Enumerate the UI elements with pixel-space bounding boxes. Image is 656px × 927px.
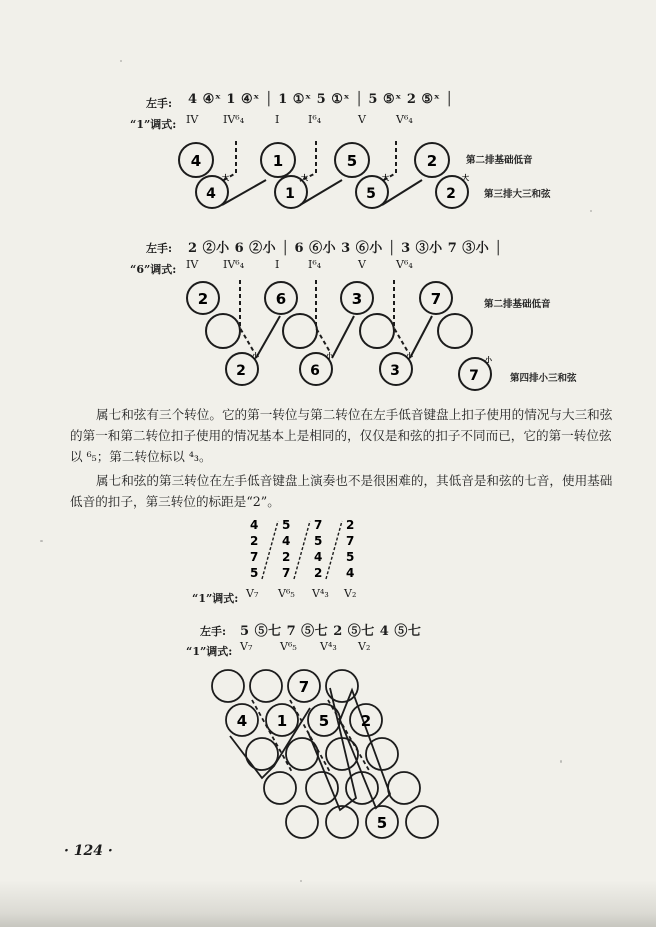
chord-2-0: IV	[186, 258, 199, 271]
mark-1-2: 大	[382, 174, 389, 182]
button-1-top-0: 4	[190, 152, 202, 170]
chord-1-0: IV	[186, 113, 199, 126]
button-2-bottom-2: 3	[390, 363, 400, 379]
key-label-3a: “1”调式:	[192, 592, 239, 605]
chord-3b-3: V₂	[358, 640, 371, 653]
chord-1-2: I	[275, 113, 280, 126]
mark-2-3: 小	[485, 356, 492, 364]
stack-0-0: 4	[250, 518, 259, 532]
stack-1-2: 2	[282, 550, 291, 564]
stack-1-1: 4	[282, 534, 291, 548]
chord-2-2: I	[275, 258, 280, 271]
chord-3a-3: V₂	[344, 587, 357, 600]
left-hand-label-3: 左手:	[200, 625, 227, 638]
chord-1-4: V	[358, 113, 366, 126]
button-2-top-0: 2	[197, 290, 209, 308]
stack-2-1: 5	[314, 534, 323, 548]
row-label-2a: 第二排基础低音	[484, 299, 551, 310]
scan-speck	[590, 210, 592, 212]
button-1-top-1: 1	[272, 152, 284, 170]
paragraph-2: 属七和弦的第三转位在左手低音键盘上演奏也不是很困难的，其低音是和弦的七音，使用基础低音的扣子，第三转位的标距是“2”。	[70, 473, 613, 509]
notation-row-2: 2 ②小 6 ②小 │ 6 ⑥小 3 ⑥小 │ 3 ③小 7 ③小 │	[188, 241, 503, 256]
button-2-bottom-3: 7	[469, 368, 479, 384]
chord-2-4: V	[358, 258, 366, 271]
chord-3b-1: V⁶₅	[280, 640, 297, 653]
chord-3b-0: V₇	[240, 640, 253, 653]
left-hand-label-1: 左手:	[146, 97, 173, 110]
chord-3b-2: V⁴₃	[320, 640, 337, 653]
chord-2-5: V⁶₄	[396, 258, 413, 271]
chord-1-5: V⁶₄	[396, 113, 413, 126]
button-3-2: 1	[276, 712, 288, 730]
button-2-bottom-0: 2	[236, 363, 246, 379]
mark-2-1: 小	[326, 352, 333, 360]
paragraph-1: 属七和弦有三个转位。它的第一转位与第二转位在左手低音键盘上扣子使用的情况与大三和弦的第一和第二转位扣子使用的情况基本上是相同的，仅仅是和弦的扣子不同而已，它的第一转位弦以 ⁶₅；第二转位标以 ⁴₃。	[70, 407, 613, 464]
button-1-bottom-1: 1	[285, 186, 295, 202]
stack-0-1: 2	[250, 534, 259, 548]
chord-1-3: I⁶₄	[308, 113, 322, 126]
mark-1-1: 大	[301, 174, 308, 182]
row-label-1a: 第二排基础低音	[466, 155, 533, 166]
stack-3-0: 2	[346, 518, 355, 532]
chord-2-3: I⁶₄	[308, 258, 322, 271]
page-number: · 124 ·	[64, 843, 113, 859]
button-1-bottom-3: 2	[446, 186, 456, 202]
key-label-1: “1”调式:	[130, 118, 177, 131]
row-label-2b: 第四排小三和弦	[510, 373, 577, 384]
button-3-3: 5	[318, 712, 330, 730]
key-label-3b: “1”调式:	[186, 645, 233, 658]
chord-3a-1: V⁶₅	[278, 587, 295, 600]
scan-speck	[40, 540, 43, 542]
notation-row-1: 4 ④ˣ 1 ④ˣ │ 1 ①ˣ 5 ①ˣ │ 5 ⑤ˣ 2 ⑤ˣ │	[188, 92, 454, 107]
row-label-1b: 第三排大三和弦	[484, 189, 551, 200]
mark-2-2: 小	[406, 352, 413, 360]
scan-speck	[120, 60, 122, 62]
button-2-top-1: 6	[275, 290, 287, 308]
mark-1-0: 大	[222, 174, 229, 182]
stack-3-1: 7	[346, 534, 355, 548]
button-3-0: 7	[298, 678, 310, 696]
button-1-bottom-0: 4	[206, 186, 216, 202]
stack-2-2: 4	[314, 550, 323, 564]
button-3-4: 2	[360, 712, 372, 730]
button-3-5: 5	[376, 814, 388, 832]
stack-2-0: 7	[314, 518, 323, 532]
stack-3-2: 5	[346, 550, 355, 564]
stack-1-0: 5	[282, 518, 291, 532]
button-1-top-3: 2	[426, 152, 438, 170]
button-3-1: 4	[236, 712, 248, 730]
stack-3-3: 4	[346, 566, 355, 580]
stack-1-3: 7	[282, 566, 291, 580]
mark-2-0: 小	[252, 352, 259, 360]
notation-row-3: 5 ⑤七 7 ⑤七 2 ⑤七 4 ⑤七	[240, 624, 422, 639]
stack-0-3: 5	[250, 566, 259, 580]
chord-2-1: IV⁶₄	[223, 258, 245, 271]
button-1-top-2: 5	[346, 152, 358, 170]
button-1-bottom-2: 5	[366, 186, 376, 202]
button-diagram-2	[170, 278, 500, 393]
button-2-top-3: 7	[430, 290, 442, 308]
stack-2-3: 2	[314, 566, 323, 580]
scan-speck	[560, 760, 562, 763]
left-hand-label-2: 左手:	[146, 242, 173, 255]
button-diagram-3	[200, 660, 450, 850]
chord-3a-2: V⁴₃	[312, 587, 329, 600]
mark-1-3: 大	[462, 174, 469, 182]
button-diagram-1	[160, 135, 500, 220]
stack-0-2: 7	[250, 550, 259, 564]
chord-3a-0: V₇	[246, 587, 259, 600]
button-2-top-2: 3	[351, 290, 363, 308]
button-2-bottom-1: 6	[310, 363, 320, 379]
chord-stack-diagram	[240, 515, 370, 587]
bottom-scan-shadow	[0, 880, 656, 927]
key-label-2: “6”调式:	[130, 263, 177, 276]
chord-1-1: IV⁶₄	[223, 113, 245, 126]
